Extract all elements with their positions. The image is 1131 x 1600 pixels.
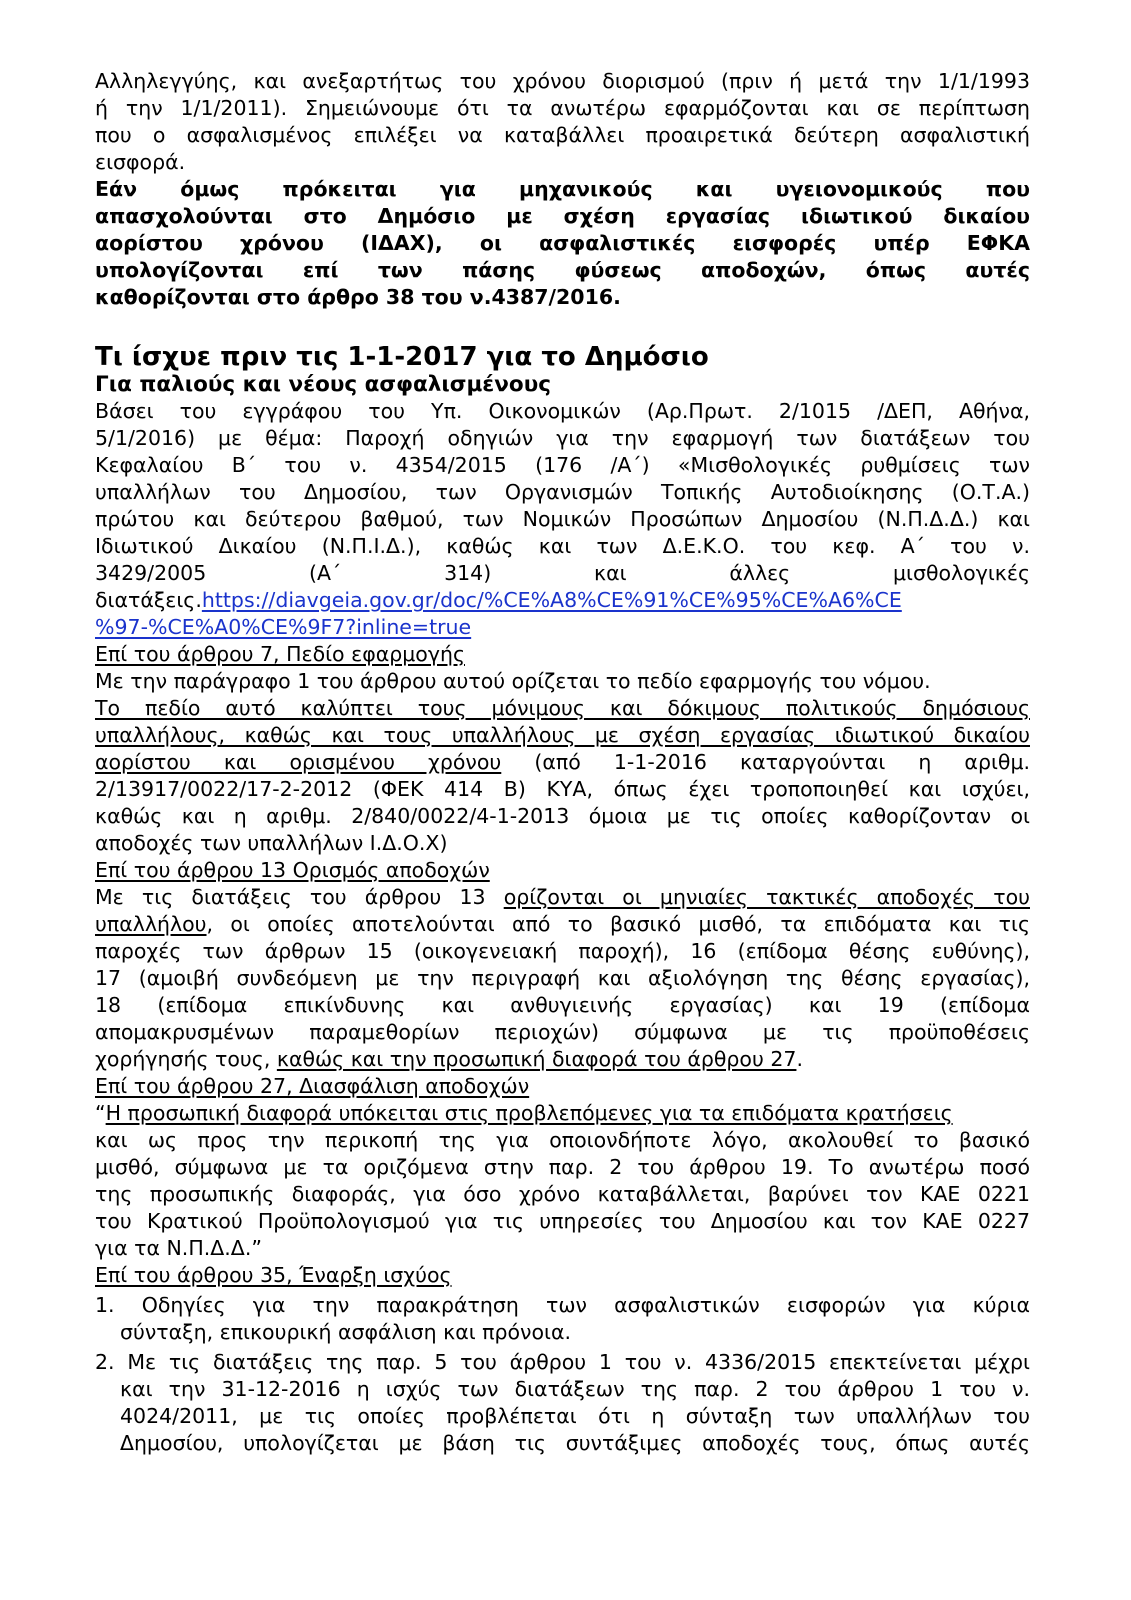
paragraph-line bbox=[95, 1046, 1030, 1073]
bold-paragraph-line: Εάν όμως πρόκειται για μηχανικούς και υγειονομικούς που bbox=[95, 177, 1030, 201]
paragraph-line bbox=[95, 911, 1030, 938]
text-run: , οι οποίες αποτελούνται από το βασικό μισθό, τα επιδόματα και τις bbox=[206, 912, 1030, 936]
paragraph-line: ή την 1/1/2011). Σημειώνουμε ότι τα ανωτέρω εφαρμόζονται και σε περίπτωση bbox=[95, 96, 1030, 120]
article-7-title bbox=[95, 641, 1030, 668]
underlined-title: Επί του άρθρου 7, Πεδίο εφαρμογής bbox=[95, 642, 465, 666]
text-run: (από 1-1-2016 καταργούνται η αριθμ. bbox=[501, 750, 1030, 774]
diavgeia-link[interactable]: https://diavgeia.gov.gr/doc/%CE%A8%CE%91%CE%95%CE%A6%CE bbox=[201, 588, 902, 612]
paragraph-line: υπαλλήλων του Δημοσίου, των Οργανισμών Τοπικής Αυτοδιοίκησης (Ο.Τ.Α.) bbox=[95, 480, 1030, 504]
article-35-title bbox=[95, 1262, 1030, 1289]
paragraph-line: Βάσει του εγγράφου του Υπ. Οικονομικών (Αρ.Πρωτ. 2/1015 /ΔΕΠ, Αθήνα, bbox=[95, 399, 1030, 423]
underlined-text: υπαλλήλους, καθώς και τους υπαλλήλους με σχέση εργασίας ιδιωτικού δικαίου bbox=[95, 723, 1030, 747]
underlined-title: Επί του άρθρου 27, Διασφάλιση αποδοχών bbox=[95, 1074, 530, 1098]
paragraph-line bbox=[95, 722, 1030, 749]
list-item-2-continued: Δημοσίου, υπολογίζεται με βάση τις συντάξιμες αποδοχές τους, όπως αυτές bbox=[120, 1431, 1030, 1455]
paragraph-line bbox=[95, 587, 1030, 614]
text-run: . bbox=[796, 1047, 803, 1071]
section-heading: Τι ίσχυε πριν τις 1-1-2017 για το Δημόσιο bbox=[95, 342, 709, 372]
underlined-text: υπαλλήλου bbox=[95, 912, 207, 936]
text-run: διατάξεις. bbox=[95, 588, 202, 612]
paragraph-line: Αλληλεγγύης, και ανεξαρτήτως του χρόνου διορισμού (πριν ή μετά την 1/1/1993 bbox=[95, 69, 1030, 93]
paragraph-line: του Κρατικού Προϋπολογισμού για τις υπηρεσίες του Δημοσίου και τον ΚΑΕ 0227 bbox=[95, 1209, 1030, 1233]
article-27-title bbox=[95, 1073, 1030, 1100]
article-13-title bbox=[95, 857, 1030, 884]
paragraph-line: που ο ασφαλισμένος επιλέξει να καταβάλλει προαιρετικά δεύτερη ασφαλιστική bbox=[95, 123, 1030, 147]
paragraph-line bbox=[95, 749, 1030, 776]
paragraph-line: της προσωπικής διαφοράς, για όσο χρόνο καταβάλλεται, βαρύνει τον ΚΑΕ 0221 bbox=[95, 1182, 1030, 1206]
paragraph-line: πρώτου και δεύτερου βαθμού, των Νομικών Προσώπων Δημοσίου (Ν.Π.Δ.Δ.) και bbox=[95, 507, 1030, 531]
paragraph-line: 3429/2005 (Α΄ 314) και άλλες μισθολογικές bbox=[95, 561, 1030, 585]
section-subheading: Για παλιούς και νέους ασφαλισμένους bbox=[95, 372, 551, 397]
underlined-text: Το πεδίο αυτό καλύπτει τους μόνιμους και δόκιμους πολιτικούς δημόσιους bbox=[95, 696, 1030, 720]
underlined-text: Η προσωπική διαφορά υπόκειται στις προβλεπόμενες για τα επιδόματα κρατήσεις bbox=[105, 1101, 953, 1125]
underlined-title: Επί του άρθρου 13 Ορισμός αποδοχών bbox=[95, 858, 490, 882]
paragraph-line: 17 (αμοιβή συνδεόμενη με την περιγραφή και αξιολόγηση της θέσης εργασίας), bbox=[95, 966, 1030, 990]
paragraph-line: 5/1/2016) με θέμα: Παροχή οδηγιών για την εφαρμογή των διατάξεων του bbox=[95, 426, 1030, 450]
paragraph-line bbox=[95, 1100, 1030, 1127]
underlined-title: Επί του άρθρου 35, Έναρξη ισχύος bbox=[95, 1263, 452, 1287]
underlined-text: ορίζονται οι μηνιαίες τακτικές αποδοχές του bbox=[503, 885, 1030, 909]
paragraph-line: εισφορά. bbox=[95, 150, 186, 174]
paragraph-line: 18 (επίδομα επικίνδυνης και ανθυγιεινής εργασίας) και 19 (επίδομα bbox=[95, 993, 1030, 1017]
paragraph-line: Ιδιωτικού Δικαίου (Ν.Π.Ι.Δ.), καθώς και των Δ.Ε.Κ.Ο. του κεφ. Α΄ του ν. bbox=[95, 534, 1030, 558]
list-item-2: 2. Με τις διατάξεις της παρ. 5 του άρθρου 1 του ν. 4336/2015 επεκτείνεται μέχρι bbox=[95, 1350, 1030, 1374]
text-run: Με τις διατάξεις του άρθρου 13 bbox=[95, 885, 504, 909]
diavgeia-link-continued[interactable]: %97-%CE%A0%CE%9F7?inline=true bbox=[95, 615, 472, 639]
paragraph-line bbox=[95, 614, 1030, 641]
paragraph-line: Κεφαλαίου Β΄ του ν. 4354/2015 (176 /Α΄) «Μισθολογικές ρυθμίσεις των bbox=[95, 453, 1030, 477]
bold-paragraph-line: απασχολούνται στο Δημόσιο με σχέση εργασίας ιδιωτικού δικαίου bbox=[95, 204, 1030, 228]
paragraph-line: απομακρυσμένων παραμεθορίων περιοχών) σύμφωνα με τις προϋποθέσεις bbox=[95, 1020, 1030, 1044]
list-item-2-continued: 4024/2011, με τις οποίες προβλέπεται ότι η σύνταξη των υπαλλήλων του bbox=[120, 1404, 1030, 1428]
paragraph-line bbox=[95, 695, 1030, 722]
underlined-text: καθώς και την προσωπική διαφορά του άρθρου 27 bbox=[276, 1047, 797, 1071]
bold-paragraph-line: αορίστου χρόνου (ΙΔΑΧ), οι ασφαλιστικές εισφορές υπέρ ΕΦΚΑ bbox=[95, 231, 1030, 255]
paragraph-line: καθώς και η αριθμ. 2/840/0022/4-1-2013 όμοια με τις οποίες καθορίζονταν οι bbox=[95, 804, 1030, 828]
text-run: χορήγησής τους, bbox=[95, 1047, 277, 1071]
paragraph-line: και ως προς την περικοπή της για οποιονδήποτε λόγο, ακολουθεί το βασικό bbox=[95, 1128, 1030, 1152]
bold-paragraph-line: υπολογίζονται επί των πάσης φύσεως αποδοχών, όπως αυτές bbox=[95, 258, 1030, 282]
paragraph-line: Με την παράγραφο 1 του άρθρου αυτού ορίζεται το πεδίο εφαρμογής του νόμου. bbox=[95, 669, 931, 693]
list-item-2-continued: και την 31-12-2016 η ισχύς των διατάξεων της παρ. 2 του άρθρου 1 του ν. bbox=[120, 1377, 1030, 1401]
paragraph-line: 2/13917/0022/17-2-2012 (ΦΕΚ 414 Β) ΚΥΑ, όπως έχει τροποποιηθεί και ισχύει, bbox=[95, 777, 1030, 801]
paragraph-line: μισθό, σύμφωνα με τα οριζόμενα στην παρ. 2 του άρθρου 19. Το ανωτέρω ποσό bbox=[95, 1155, 1030, 1179]
paragraph-line: αποδοχές των υπαλλήλων Ι.Δ.Ο.Χ) bbox=[95, 831, 448, 855]
list-item-1: 1. Οδηγίες για την παρακράτηση των ασφαλιστικών εισφορών για κύρια bbox=[95, 1293, 1030, 1317]
paragraph-line bbox=[95, 884, 1030, 911]
list-item-1-continued: σύνταξη, επικουρική ασφάλιση και πρόνοια. bbox=[120, 1320, 572, 1344]
paragraph-line: παροχές των άρθρων 15 (οικογενειακή παροχή), 16 (επίδομα θέσης ευθύνης), bbox=[95, 939, 1030, 963]
quote-mark: “ bbox=[95, 1101, 106, 1125]
underlined-text: αορίστου και ορισμένου χρόνου bbox=[95, 750, 502, 774]
paragraph-line: για τα Ν.Π.Δ.Δ.” bbox=[95, 1236, 262, 1260]
bold-paragraph-line: καθορίζονται στο άρθρο 38 του ν.4387/2016. bbox=[95, 285, 621, 309]
